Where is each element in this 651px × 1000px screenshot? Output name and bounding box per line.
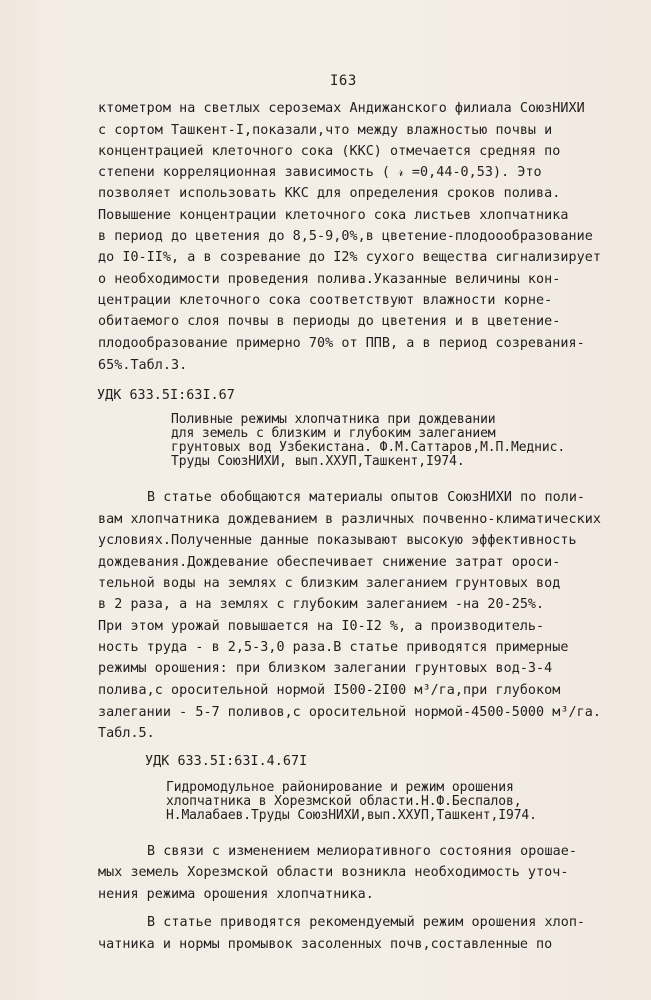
text-line: режимы орошения: при близком залегании грунтовых вод-3-4 bbox=[98, 661, 553, 676]
text-line: полива,с оросительной нормой I500-2I00 м³/га,при глубоком bbox=[98, 683, 561, 698]
reference-line: Труды СоюзНИХИ, вып.XXУП,Ташкент,I974. bbox=[171, 454, 465, 469]
text-line: позволяет использовать ККС для определения сроков полива. bbox=[98, 186, 561, 201]
text-line: дождевания.Дождевание обеспечивает снижение затрат ороси- bbox=[98, 555, 561, 570]
udk-code: УДК 633.5I:63I.67 bbox=[97, 388, 235, 403]
reference-line: грунтовых вод Узбекистана. Ф.М.Саттаров,М.П.Меднис. bbox=[171, 440, 566, 455]
text-line: мых земель Хорезмской области возникла необходимость уточ- bbox=[98, 865, 569, 880]
text-line: нения режима орошения хлопчатника. bbox=[98, 887, 374, 902]
reference-line: Гидромодульное районирование и режим орошения bbox=[166, 780, 514, 795]
reference-line: для земель с близким и глубоким залеганием bbox=[171, 426, 496, 441]
text-line: концентрацией клеточного сока (ККС) отмечается средняя по bbox=[98, 144, 561, 159]
text-line: Повышение концентрации клеточного сока листьев хлопчатника bbox=[98, 208, 569, 223]
reference-line: Поливные режимы хлопчатника при дождевании bbox=[171, 412, 496, 427]
udk-code: УДК 633.5I:63I.4.67I bbox=[145, 754, 308, 769]
text-line: ность труда - в 2,5-3,0 раза.В статье приводятся примерные bbox=[98, 640, 569, 655]
text-line: в период до цветения до 8,5-9,0%,в цветение-плодоообразование bbox=[98, 229, 593, 244]
reference-line: Н.Малабаев.Труды СоюзНИХИ,вып.XXУП,Ташкент,I974. bbox=[166, 808, 537, 823]
text-line: В статье приводятся рекомендуемый режим орошения хлоп- bbox=[147, 915, 586, 930]
text-line: чатника и нормы промывок засоленных почв,составленные по bbox=[98, 937, 553, 952]
text-line: условиях.Полученные данные показывают высокую эффективность bbox=[98, 533, 577, 548]
text-line: степени корреляционная зависимость ( 𝓇 =0,44-0,53). Это bbox=[98, 165, 542, 180]
text-line: ктометром на светлых сероземах Андижанского филиала СоюзНИХИ bbox=[98, 101, 585, 116]
text-line: тельной воды на землях с близким залеганием грунтовых вод bbox=[98, 576, 561, 591]
text-line: В связи с изменением мелиоративного состояния орошае- bbox=[147, 844, 577, 859]
text-line: 65%.Табл.3. bbox=[98, 358, 188, 373]
text-line: При этом урожай повышается на I0-I2 %, а производитель- bbox=[98, 619, 545, 634]
text-line: В статье обобщаются материалы опытов СоюзНИХИ по поли- bbox=[147, 490, 586, 505]
reference-line: хлопчатника в Хорезмской области.Н.Ф.Беспалов, bbox=[166, 794, 522, 809]
text-line: обитаемого слоя почвы в периоды до цветения и в цветение- bbox=[98, 314, 561, 329]
text-line: центрации клеточного сока соответствуют влажности корне- bbox=[98, 293, 553, 308]
text-line: с сортом Ташкент-I,показали,что между влажностью почвы и bbox=[98, 123, 553, 138]
text-line: залегании - 5-7 поливов,с оросительной нормой-4500-5000 м³/га. bbox=[98, 705, 601, 720]
page-number: I63 bbox=[330, 73, 357, 89]
text-line: плодообразование примерно 70% от ППВ, а в период созревания- bbox=[98, 336, 585, 351]
text-line: в 2 раза, а на землях с глубоким залеганием -на 20-25%. bbox=[98, 597, 545, 612]
text-line: вам хлопчатника дождеванием в различных почвенно-климатических bbox=[98, 512, 601, 527]
text-line: Табл.5. bbox=[98, 726, 155, 741]
text-line: до I0-II%, а в созревание до I2% сухого вещества сигнализирует bbox=[98, 250, 601, 265]
text-line: о необходимости проведения полива.Указанные величины кон- bbox=[98, 272, 561, 287]
